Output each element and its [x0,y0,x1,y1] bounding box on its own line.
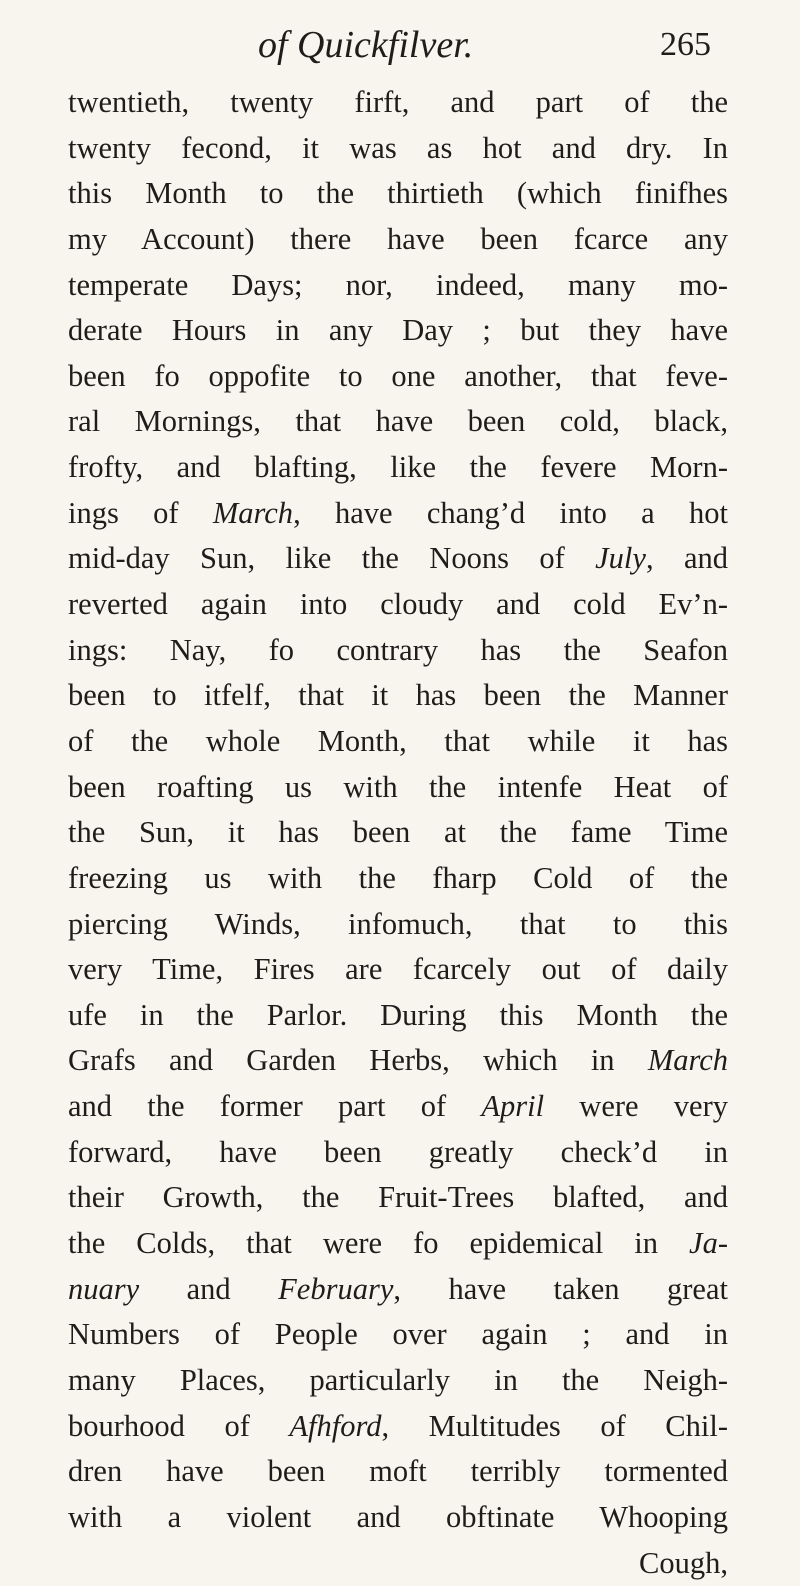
text-line: piercing Winds, infomuch, that to this [68,902,728,948]
text-line: the Colds, that were fo epidemical in Ja- [68,1221,728,1267]
text-line: ings: Nay, fo contrary has the Seafon [68,628,728,674]
text-line: forward, have been greatly check’d in [68,1130,728,1176]
text-line: my Account) there have been fcarce any [68,217,728,263]
text-line: the Sun, it has been at the fame Time [68,810,728,856]
text-line: mid-day Sun, like the Noons of July, and [68,536,728,582]
italic-word: March [648,1043,728,1077]
italic-word: Afhford [289,1409,381,1443]
italic-word: nuary [68,1272,139,1306]
italic-word: July [595,541,646,575]
italic-word: April [481,1089,544,1123]
italic-word: March [213,496,293,530]
text-line: many Places, particularly in the Neigh- [68,1358,728,1404]
text-line: been fo oppofite to one another, that feve- [68,354,728,400]
text-line: reverted again into cloudy and cold Ev’n- [68,582,728,628]
text-line: temperate Days; nor, indeed, many mo- [68,263,728,309]
running-title: of Quickfilver. [258,20,473,70]
italic-word: February [278,1272,393,1306]
text-line: Numbers of People over again ; and in [68,1312,728,1358]
text-line: Cough, [68,1541,728,1586]
text-line: freezing us with the fharp Cold of the [68,856,728,902]
text-line: this Month to the thirtieth (which finifhes [68,171,728,217]
text-line: ufe in the Parlor. During this Month the [68,993,728,1039]
text-line: derate Hours in any Day ; but they have [68,308,728,354]
text-line: ings of March, have chang’d into a hot [68,491,728,537]
text-line: ral Mornings, that have been cold, black, [68,399,728,445]
italic-word: Ja- [689,1226,728,1260]
page-number: 265 [660,20,711,70]
text-line: their Growth, the Fruit-Trees blafted, and [68,1175,728,1221]
text-line: of the whole Month, that while it has [68,719,728,765]
text-line: twenty fecond, it was as hot and dry. In [68,126,728,172]
text-line: and the former part of April were very [68,1084,728,1130]
body-text [68,80,728,1586]
text-line: dren have been moft terribly tormented [68,1449,728,1495]
text-line: frofty, and blafting, like the fevere Morn- [68,445,728,491]
text-line: very Time, Fires are fcarcely out of daily [68,947,728,993]
text-line: been roafting us with the intenfe Heat of [68,765,728,811]
text-line: bourhood of Afhford, Multitudes of Chil- [68,1404,728,1450]
text-line: twentieth, twenty firft, and part of the [68,80,728,126]
text-line: with a violent and obftinate Whooping [68,1495,728,1541]
text-line: nuary and February, have taken great [68,1267,728,1313]
text-line: been to itfelf, that it has been the Manner [68,673,728,719]
page-header [0,20,800,70]
text-line: Grafs and Garden Herbs, which in March [68,1038,728,1084]
